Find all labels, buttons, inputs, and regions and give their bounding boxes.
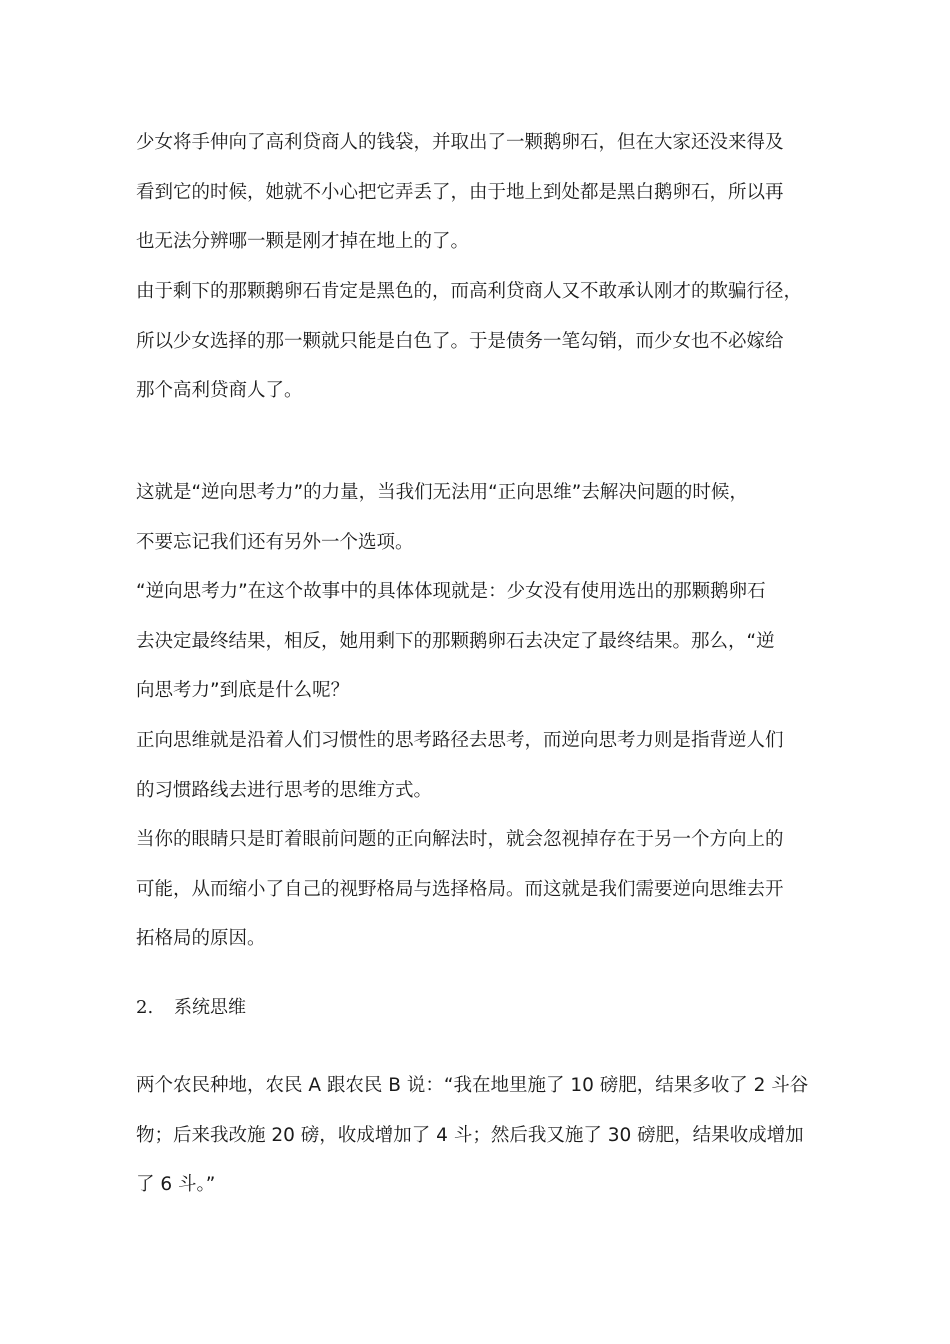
section-title: 系统思维 [174, 997, 246, 1018]
text-line: 这就是“逆向思考力”的力量，当我们无法用“正向思维”去解决问题的时候， [136, 482, 748, 503]
text-line: 那个高利贷商人了。 [136, 380, 303, 401]
text-line: 也无法分辨哪一颗是刚才掉在地上的了。 [136, 231, 470, 252]
paragraph-remaining-pebble [136, 267, 826, 416]
text-line: 少女将手伸向了高利贷商人的钱袋，并取出了一颗鹅卵石，但在大家还没来得及 [136, 132, 784, 153]
text-line: 可能，从而缩小了自己的视野格局与选择格局。而这就是我们需要逆向思维去开 [136, 878, 784, 900]
paragraph-narrowed-vision [136, 815, 826, 964]
paragraph-lost-pebble [136, 118, 826, 267]
text-line: “逆向思考力”在这个故事中的具体体现就是：少女没有使用选出的那颗鹅卵石 [136, 581, 766, 602]
text-line: 看到它的时候，她就不小心把它弄丢了，由于地上到处都是黑白鹅卵石，所以再 [136, 181, 784, 203]
text-line: 两个农民种地，农民 A 跟农民 B 说：“我在地里施了 10 磅肥，结果多收了 2 斗谷 [136, 1075, 809, 1096]
section-heading [136, 990, 246, 1026]
text-line: 物；后来我改施 20 磅，收成增加了 4 斗；然后我又施了 30 磅肥，结果收成增加 [136, 1124, 804, 1146]
section-number: 2. [136, 997, 154, 1018]
paragraph-two-farmers [136, 1061, 826, 1210]
text-line: 向思考力”到底是什么呢？ [136, 680, 350, 701]
paragraph-reverse-thinking-power [136, 468, 826, 567]
paragraph-definition [136, 716, 826, 815]
text-line: 当你的眼睛只是盯着眼前问题的正向解法时，就会忽视掉存在于另一个方向上的 [136, 829, 784, 850]
text-line: 去决定最终结果，相反，她用剩下的那颗鹅卵石去决定了最终结果。那么，“逆 [136, 630, 775, 652]
text-line: 正向思维就是沿着人们习惯性的思考路径去思考，而逆向思考力则是指背逆人们 [136, 730, 784, 751]
text-line: 了 6 斗。” [136, 1174, 216, 1195]
text-line: 由于剩下的那颗鹅卵石肯定是黑色的，而高利贷商人又不敢承认刚才的欺骗行径， [136, 281, 803, 302]
text-line: 不要忘记我们还有另外一个选项。 [136, 531, 414, 553]
text-line: 所以少女选择的那一颗就只能是白色了。于是债务一笔勾销，而少女也不必嫁给 [136, 330, 784, 352]
paragraph-story-embodiment [136, 567, 826, 716]
text-line: 的习惯路线去进行思考的思维方式。 [136, 779, 433, 801]
text-line: 拓格局的原因。 [136, 928, 266, 949]
